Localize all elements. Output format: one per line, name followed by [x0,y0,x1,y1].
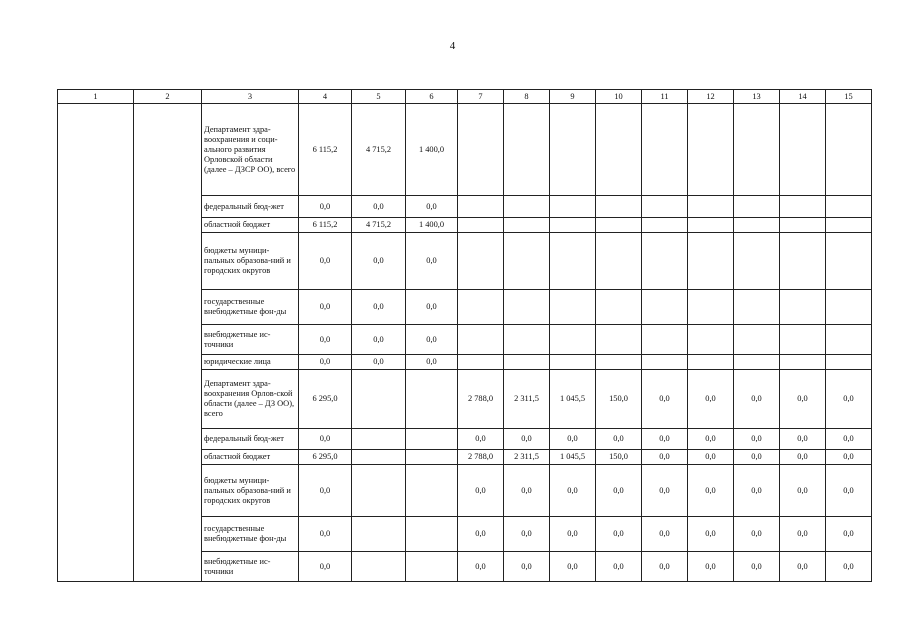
value-cell: 0,0 [352,355,406,370]
value-cell: 0,0 [458,552,504,582]
col-header: 5 [352,90,406,104]
value-cell [550,218,596,233]
row-label: Департамент здра-воохранения и соци-ального развития Орловской области (далее – ДЗСР ОО), всего [202,104,299,196]
value-cell [504,355,550,370]
row-label: государственные внебюджетные фон-ды [202,290,299,325]
value-cell: 0,0 [826,450,872,465]
value-cell: 0,0 [550,552,596,582]
col-header: 7 [458,90,504,104]
value-cell: 0,0 [688,552,734,582]
value-cell: 0,0 [406,290,458,325]
value-cell: 0,0 [642,429,688,450]
col-header: 9 [550,90,596,104]
value-cell [550,104,596,196]
value-cell: 0,0 [550,517,596,552]
value-cell [826,233,872,290]
value-cell: 0,0 [780,450,826,465]
row-label: областной бюджет [202,218,299,233]
value-cell: 150,0 [596,450,642,465]
value-cell: 0,0 [299,290,352,325]
value-cell [734,196,780,218]
col-header: 8 [504,90,550,104]
value-cell: 0,0 [688,450,734,465]
value-cell [550,325,596,355]
value-cell: 0,0 [458,429,504,450]
value-cell: 0,0 [406,325,458,355]
value-cell: 150,0 [596,370,642,429]
value-cell [734,104,780,196]
value-cell [780,233,826,290]
value-cell: 0,0 [299,233,352,290]
value-cell: 0,0 [299,517,352,552]
col-header: 15 [826,90,872,104]
row-label: внебюджетные ис-точники [202,325,299,355]
value-cell [406,517,458,552]
value-cell: 1 045,5 [550,450,596,465]
value-cell [406,370,458,429]
row-cell-col1 [58,104,134,582]
value-cell [826,104,872,196]
value-cell [352,429,406,450]
value-cell [826,355,872,370]
value-cell [642,233,688,290]
value-cell [504,233,550,290]
value-cell: 0,0 [352,233,406,290]
value-cell [352,552,406,582]
value-cell [352,370,406,429]
value-cell [458,233,504,290]
value-cell: 0,0 [596,429,642,450]
value-cell: 0,0 [458,517,504,552]
value-cell [688,104,734,196]
row-label: федеральный бюд-жет [202,196,299,218]
value-cell: 0,0 [596,465,642,517]
value-cell: 0,0 [352,325,406,355]
value-cell [826,196,872,218]
value-cell [642,196,688,218]
value-cell: 0,0 [642,552,688,582]
value-cell [826,325,872,355]
value-cell: 0,0 [688,517,734,552]
value-cell [352,517,406,552]
value-cell: 0,0 [642,517,688,552]
col-header: 12 [688,90,734,104]
value-cell: 4 715,2 [352,104,406,196]
value-cell: 6 295,0 [299,450,352,465]
value-cell: 2 788,0 [458,450,504,465]
value-cell: 0,0 [406,355,458,370]
value-cell [406,552,458,582]
value-cell: 0,0 [780,552,826,582]
value-cell: 0,0 [780,429,826,450]
value-cell: 0,0 [826,465,872,517]
value-cell [406,465,458,517]
value-cell [504,196,550,218]
value-cell: 0,0 [688,370,734,429]
value-cell: 2 311,5 [504,370,550,429]
row-cell-col2 [134,104,202,582]
value-cell [780,196,826,218]
value-cell [458,218,504,233]
value-cell: 0,0 [826,552,872,582]
value-cell [406,429,458,450]
value-cell [780,104,826,196]
value-cell: 0,0 [299,355,352,370]
value-cell: 0,0 [299,552,352,582]
value-cell [504,218,550,233]
value-cell: 0,0 [299,429,352,450]
value-cell: 0,0 [504,465,550,517]
value-cell [688,325,734,355]
value-cell [688,290,734,325]
value-cell: 0,0 [458,465,504,517]
value-cell: 0,0 [734,450,780,465]
value-cell: 0,0 [734,370,780,429]
value-cell [550,355,596,370]
value-cell: 0,0 [550,465,596,517]
value-cell [780,325,826,355]
value-cell: 0,0 [780,370,826,429]
value-cell: 0,0 [734,517,780,552]
value-cell: 6 295,0 [299,370,352,429]
col-header: 1 [58,90,134,104]
value-cell [688,233,734,290]
value-cell: 1 400,0 [406,104,458,196]
value-cell [734,325,780,355]
value-cell [550,196,596,218]
value-cell [458,196,504,218]
value-cell: 0,0 [299,465,352,517]
row-label: бюджеты муници-пальных образова-ний и городских округов [202,233,299,290]
value-cell [688,218,734,233]
value-cell [504,325,550,355]
value-cell: 0,0 [642,370,688,429]
value-cell [596,104,642,196]
value-cell [596,218,642,233]
value-cell: 0,0 [504,517,550,552]
value-cell [826,290,872,325]
value-cell [642,218,688,233]
value-cell: 0,0 [642,465,688,517]
value-cell: 0,0 [352,290,406,325]
value-cell: 0,0 [826,370,872,429]
value-cell [550,233,596,290]
value-cell [734,233,780,290]
value-cell [734,218,780,233]
budget-table [57,89,872,582]
value-cell: 1 045,5 [550,370,596,429]
value-cell: 4 715,2 [352,218,406,233]
value-cell: 0,0 [550,429,596,450]
value-cell: 0,0 [299,325,352,355]
col-header: 6 [406,90,458,104]
value-cell [458,104,504,196]
value-cell: 0,0 [642,450,688,465]
value-cell: 0,0 [406,233,458,290]
table-row [58,104,872,196]
row-label: областной бюджет [202,450,299,465]
value-cell [550,290,596,325]
value-cell [780,355,826,370]
value-cell: 0,0 [406,196,458,218]
value-cell: 0,0 [826,429,872,450]
value-cell [596,233,642,290]
col-header: 13 [734,90,780,104]
value-cell [596,355,642,370]
col-header: 2 [134,90,202,104]
value-cell [504,104,550,196]
col-header: 4 [299,90,352,104]
value-cell: 2 311,5 [504,450,550,465]
value-cell [458,325,504,355]
value-cell [642,355,688,370]
value-cell: 0,0 [688,465,734,517]
row-label: федеральный бюд-жет [202,429,299,450]
value-cell [642,325,688,355]
value-cell [352,465,406,517]
value-cell: 1 400,0 [406,218,458,233]
value-cell [642,290,688,325]
value-cell: 6 115,2 [299,218,352,233]
value-cell [458,290,504,325]
col-header: 3 [202,90,299,104]
value-cell [826,218,872,233]
value-cell [596,196,642,218]
value-cell: 0,0 [504,552,550,582]
value-cell: 0,0 [780,465,826,517]
value-cell: 0,0 [596,517,642,552]
row-label: бюджеты муници-пальных образова-ний и городских округов [202,465,299,517]
value-cell [734,355,780,370]
value-cell [504,290,550,325]
value-cell [406,450,458,465]
value-cell: 0,0 [352,196,406,218]
value-cell: 0,0 [734,552,780,582]
value-cell: 0,0 [596,552,642,582]
value-cell: 0,0 [504,429,550,450]
value-cell: 0,0 [826,517,872,552]
col-header: 11 [642,90,688,104]
row-label: внебюджетные ис-точники [202,552,299,582]
row-label: юридические лица [202,355,299,370]
col-header: 10 [596,90,642,104]
value-cell: 2 788,0 [458,370,504,429]
value-cell: 0,0 [734,429,780,450]
value-cell [688,355,734,370]
value-cell [352,450,406,465]
value-cell: 0,0 [780,517,826,552]
value-cell [596,290,642,325]
value-cell [688,196,734,218]
value-cell [780,290,826,325]
value-cell [780,218,826,233]
row-label: Департамент здра-воохранения Орлов-ской области (далее – ДЗ ОО), всего [202,370,299,429]
col-header: 14 [780,90,826,104]
row-label: государственные внебюджетные фон-ды [202,517,299,552]
value-cell: 0,0 [734,465,780,517]
value-cell [596,325,642,355]
value-cell: 0,0 [299,196,352,218]
value-cell [734,290,780,325]
value-cell: 6 115,2 [299,104,352,196]
value-cell: 0,0 [688,429,734,450]
value-cell [458,355,504,370]
value-cell [642,104,688,196]
page-number: 4 [449,40,456,52]
header-row [58,90,872,104]
